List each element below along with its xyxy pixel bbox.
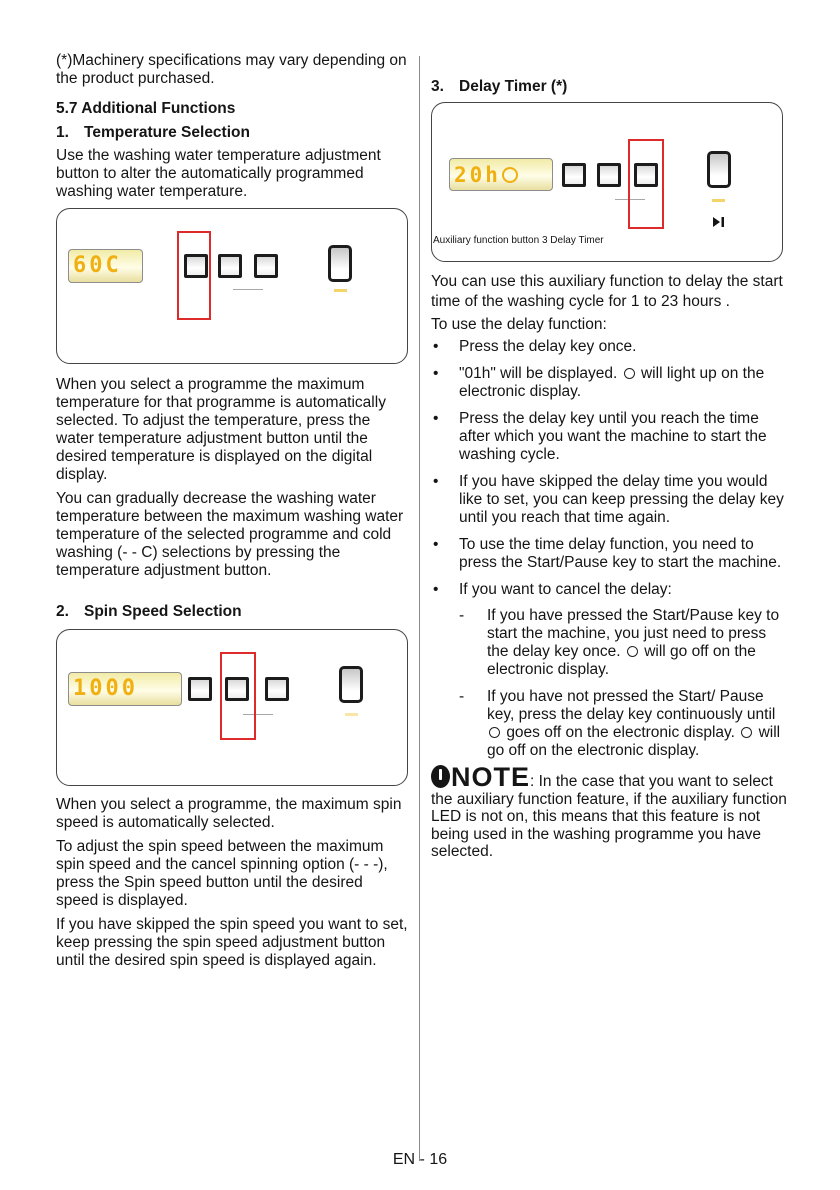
info-icon (431, 765, 450, 788)
delay-button-highlight (628, 139, 664, 229)
start-pause-button[interactable] (707, 151, 731, 188)
clock-icon (741, 727, 752, 738)
delay-intro: You can use this auxiliary function to delay the start time of the washing cycle for 1 to 23 hours . (431, 273, 783, 310)
delay-display-value: 20h (454, 162, 501, 187)
spin-number: 2. (56, 603, 69, 620)
delay-display (449, 158, 553, 191)
page-number: EN - 16 (392, 1151, 448, 1168)
spin-display (68, 672, 182, 706)
temperature-button-highlight (177, 231, 211, 320)
spin-panel-figure (56, 629, 408, 786)
section-title: 5.7 Additional Functions (56, 100, 236, 117)
spin-title: Spin Speed Selection (84, 603, 242, 620)
button-group-tick (233, 289, 263, 290)
temperature-number: 1. (56, 124, 69, 141)
play-pause-icon (713, 214, 725, 224)
temperature-display (68, 249, 143, 283)
auxiliary-button[interactable] (265, 677, 289, 701)
start-pause-led (712, 199, 725, 202)
spin-button-highlight (220, 652, 256, 740)
machinery-note: (*)Machinery specifications may vary depending on the product purchased. (56, 52, 407, 87)
temperature-button[interactable] (188, 677, 212, 701)
right-column (431, 78, 787, 869)
temperature-para1: When you select a programme the maximum temperature for that programme is automatically selected. To adjust the temperature, press the water temperature adjustment button until the desired temperature is displayed on the digital display. (56, 376, 386, 483)
clock-icon (627, 646, 638, 657)
start-pause-led (334, 289, 347, 292)
delay-steps-list (431, 338, 787, 760)
temperature-para2: You can gradually decrease the washing water temperature between the maximum washing water temperature of the selected programme and cold washing (- - C) selections by pressing the temperature adjustment button. (56, 490, 404, 579)
start-pause-button[interactable] (339, 666, 363, 703)
note-paragraph (431, 762, 787, 861)
temperature-intro: Use the washing water temperature adjustment button to alter the automatically programmed washing water temperature. (56, 147, 381, 200)
spin-button[interactable] (218, 254, 242, 278)
spin-para3: If you have skipped the spin speed you want to set, keep pressing the spin speed adjustment button until the desired spin speed is displayed again. (56, 916, 408, 969)
spin-para2: To adjust the spin speed between the maximum spin speed and the cancel spinning option (- - -), press the Spin speed button until the desired speed is displayed. (56, 838, 388, 909)
auxiliary-button[interactable] (254, 254, 278, 278)
spin-button[interactable] (597, 163, 621, 187)
column-divider (419, 56, 420, 1161)
temperature-display-value: 60C (73, 253, 122, 278)
delay-caption: Auxiliary function button 3 Delay Timer (433, 235, 604, 246)
left-column (56, 52, 408, 978)
list-item: • "01h" will be displayed. will light up on the electronic display. (431, 365, 787, 401)
clock-icon (624, 368, 635, 379)
start-pause-led (345, 713, 358, 716)
delay-number: 3. (431, 78, 444, 95)
list-item: • To use the time delay function, you need to press the Start/Pause key to start the machine. (431, 536, 787, 572)
spin-display-value: 1000 (73, 676, 138, 701)
note-label: NOTE (451, 762, 531, 792)
delay-clock-icon (502, 167, 518, 183)
delay-title: Delay Timer (*) (459, 78, 568, 95)
list-item: • If you have skipped the delay time you would like to set, you can keep pressing the delay key until you reach that time again. (431, 473, 787, 527)
delay-heading (431, 78, 787, 96)
temperature-button[interactable] (562, 163, 586, 187)
delay-howto: To use the delay function: (431, 316, 607, 333)
list-item: • If you want to cancel the delay: - If you have pressed the Start/Pause key to start the machine, you just need to press the delay key once. will go off on the electronic display. - If you have not pressed the Start/ Pause key, press the delay key continuously until goes off on the electronic display. will go off on the electronic display. (431, 581, 787, 760)
spin-para1: When you select a programme, the maximum spin speed is automatically selected. (56, 796, 402, 831)
clock-icon (489, 727, 500, 738)
temperature-title: Temperature Selection (84, 124, 250, 141)
list-item: • Press the delay key once. (431, 338, 787, 356)
spin-heading (56, 603, 408, 621)
temperature-panel-figure (56, 208, 408, 364)
list-item: • Press the delay key until you reach the time after which you want the machine to start the washing cycle. (431, 410, 787, 464)
start-pause-button[interactable] (328, 245, 352, 282)
list-item: - If you have not pressed the Start/ Pause key, press the delay key continuously until goes off on the electronic display. will go off on the electronic display. (459, 688, 787, 760)
list-item: - If you have pressed the Start/Pause key to start the machine, you just need to press the delay key once. will go off on the electronic display. (459, 607, 787, 679)
note-text: : In the case that you want to select the auxiliary function feature, if the auxiliary function LED is not on, this means that this feature is not being used in the washing programme you have selected. (431, 773, 787, 860)
delay-panel-figure (431, 102, 783, 262)
cancel-delay-list (459, 607, 787, 760)
temperature-heading (56, 124, 408, 142)
